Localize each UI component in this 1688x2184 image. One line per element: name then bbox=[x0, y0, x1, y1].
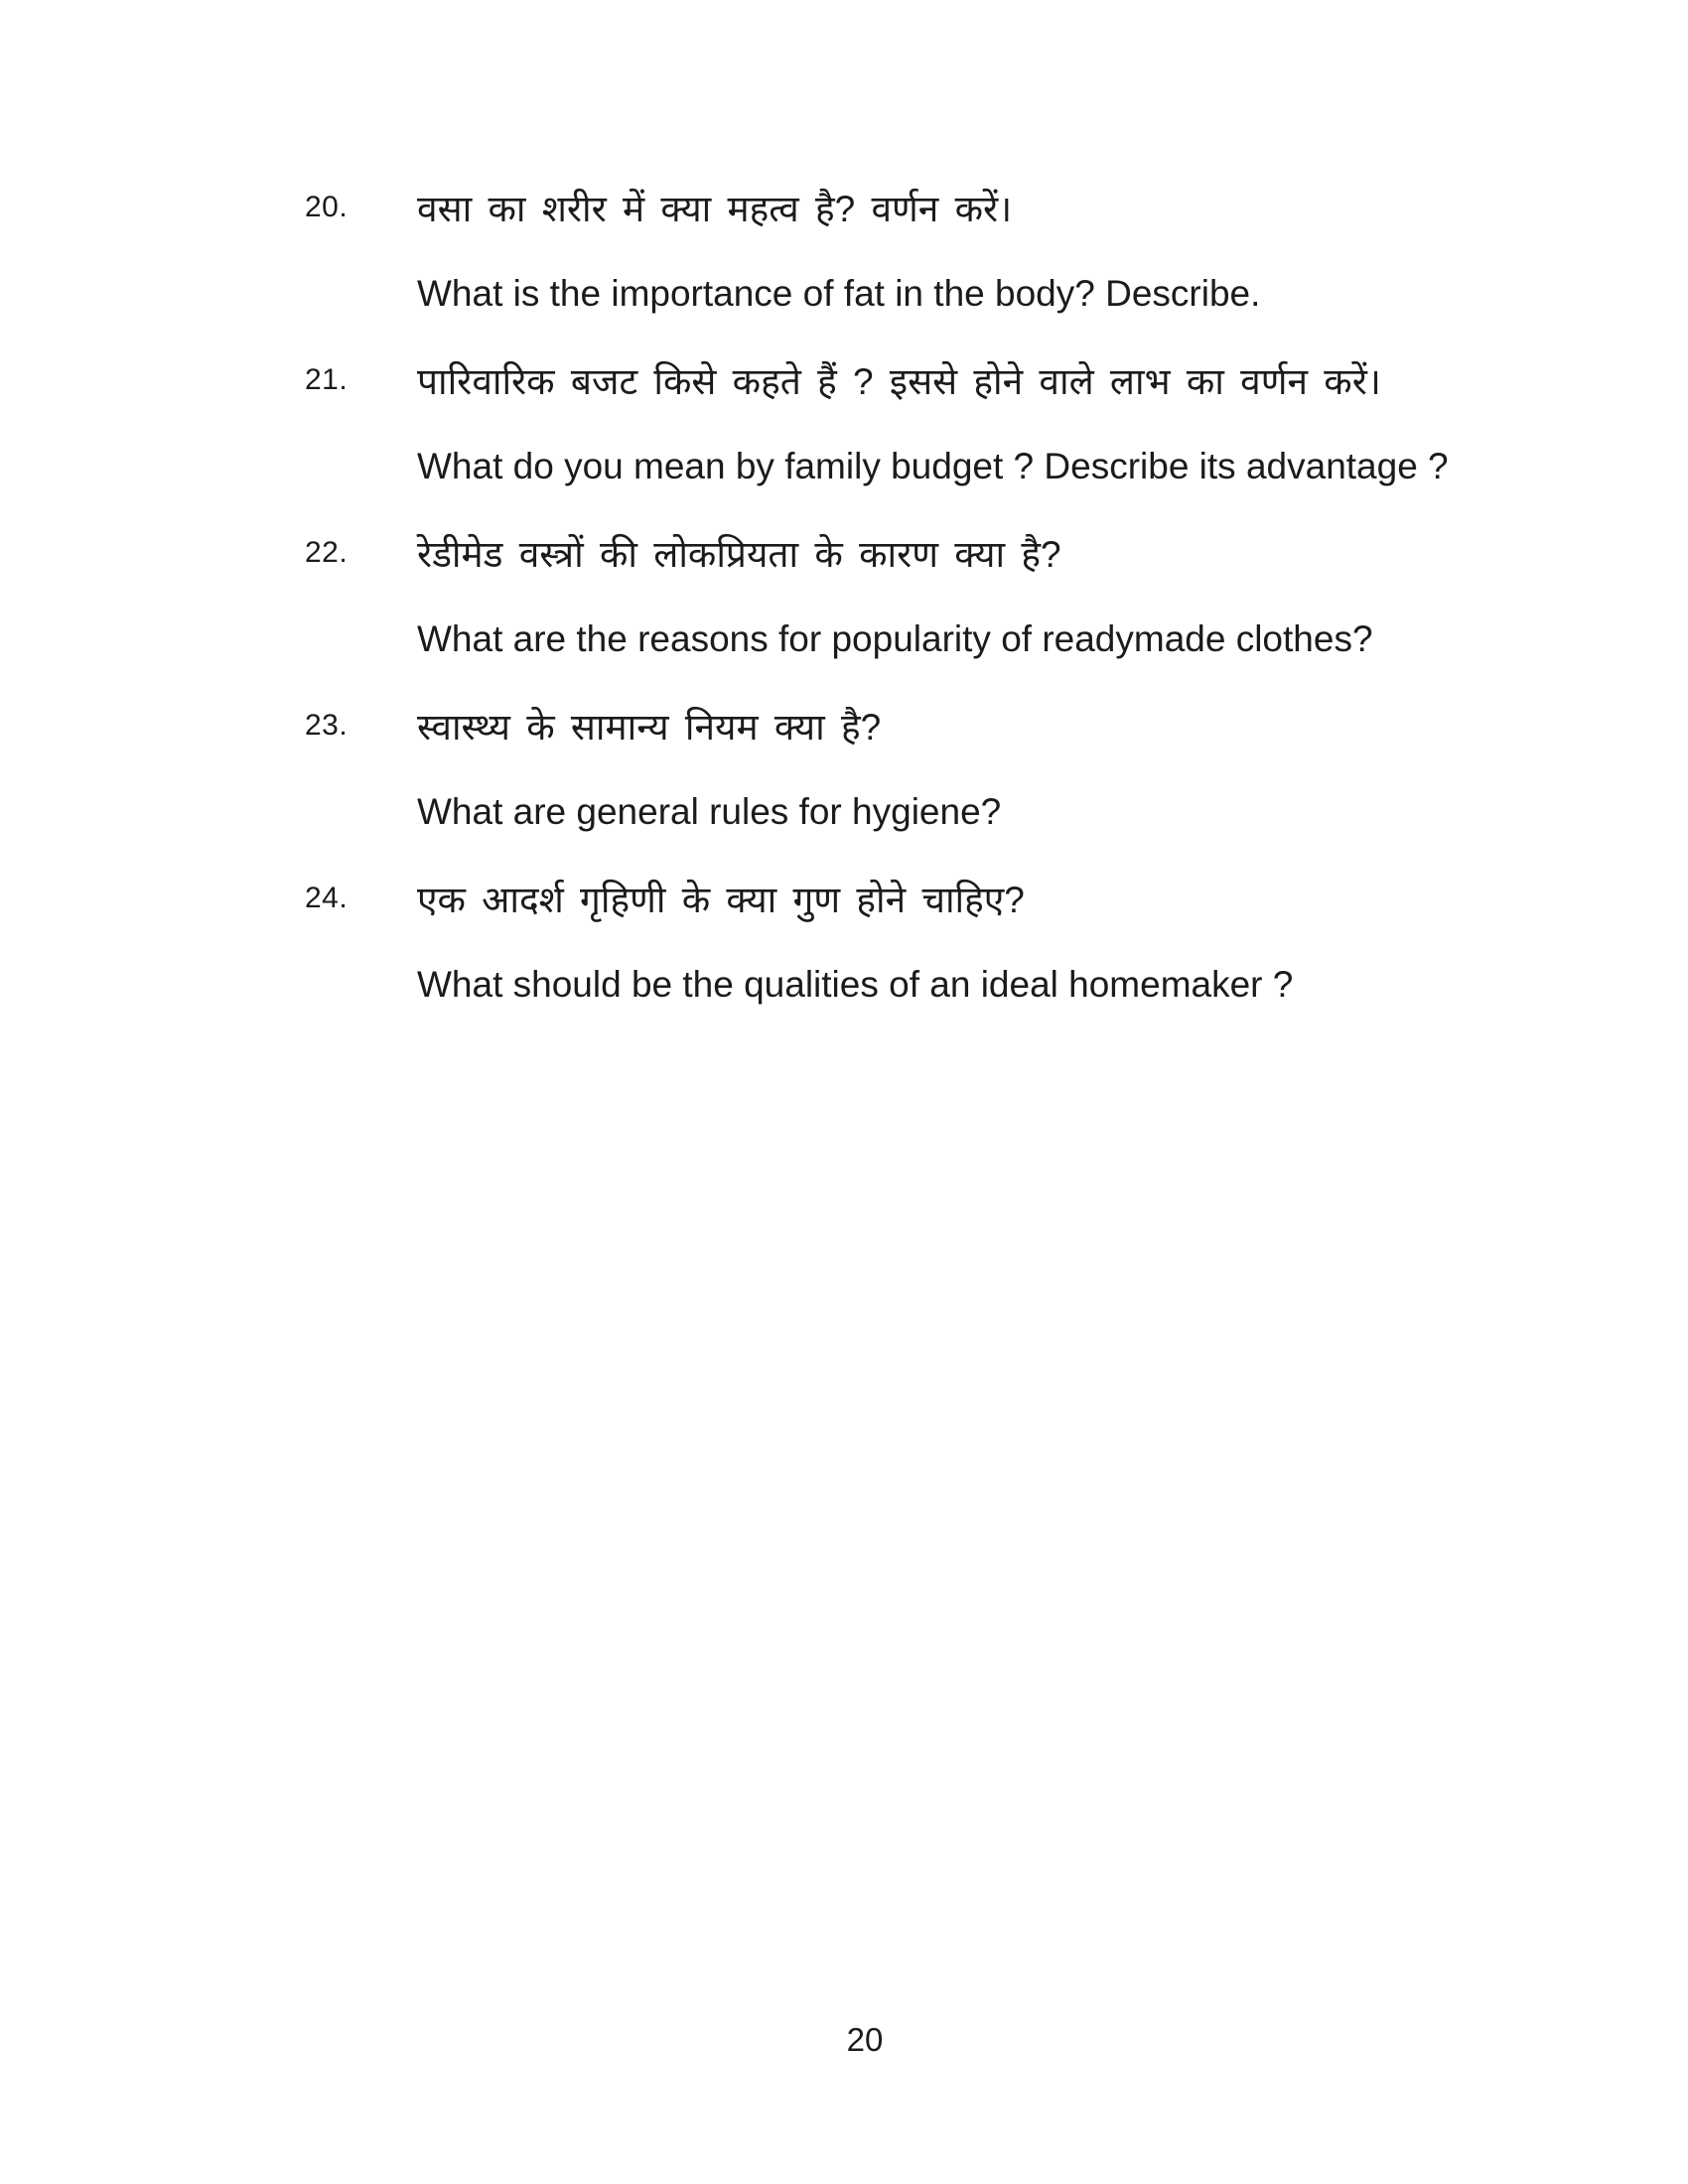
question-24-hindi-row bbox=[305, 855, 1549, 941]
question-22-hindi-row bbox=[305, 509, 1549, 596]
question-24-hindi-text: एक आदर्श गृहिणी के क्या गुण होने चाहिए? bbox=[417, 880, 1025, 920]
question-23-hindi-row bbox=[305, 682, 1549, 768]
page-footer bbox=[0, 2021, 1688, 2059]
question-23-english-row bbox=[305, 768, 1549, 855]
question-21-hindi-row bbox=[305, 337, 1549, 423]
question-20-english-text: What is the importance of fat in the body? Describe. bbox=[417, 272, 1261, 314]
question-list bbox=[305, 164, 1549, 1027]
question-20-english-row bbox=[305, 250, 1549, 337]
question-23-english-text: What are general rules for hygiene? bbox=[417, 790, 1002, 832]
question-23-number: 23. bbox=[305, 708, 349, 742]
question-22-hindi-text: रेडीमेड वस्त्रों की लोकप्रियता के कारण क्या है? bbox=[417, 534, 1061, 575]
page-number: 20 bbox=[846, 2021, 884, 2058]
question-21-english-row bbox=[305, 423, 1549, 509]
question-23-hindi-text: स्वास्थ्य के सामान्य नियम क्या है? bbox=[417, 707, 882, 748]
question-21-hindi-text: पारिवारिक बजट किसे कहते हैं ? इससे होने वाले लाभ का वर्णन करें। bbox=[417, 361, 1381, 402]
question-21-english-text: What do you mean by family budget ? Describe its advantage ? bbox=[417, 445, 1449, 486]
question-22-english-text: What are the reasons for popularity of readymade clothes? bbox=[417, 617, 1373, 659]
question-20-hindi-row bbox=[305, 164, 1549, 250]
question-20-number: 20. bbox=[305, 190, 349, 223]
question-24-english-row bbox=[305, 941, 1549, 1027]
question-24-number: 24. bbox=[305, 881, 349, 914]
question-21-number: 21. bbox=[305, 362, 349, 396]
question-22-number: 22. bbox=[305, 535, 349, 569]
question-22-english-row bbox=[305, 596, 1549, 682]
question-20-hindi-text: वसा का शरीर में क्या महत्व है? वर्णन करें। bbox=[417, 189, 1013, 229]
question-24-english-text: What should be the qualities of an ideal homemaker ? bbox=[417, 963, 1294, 1005]
